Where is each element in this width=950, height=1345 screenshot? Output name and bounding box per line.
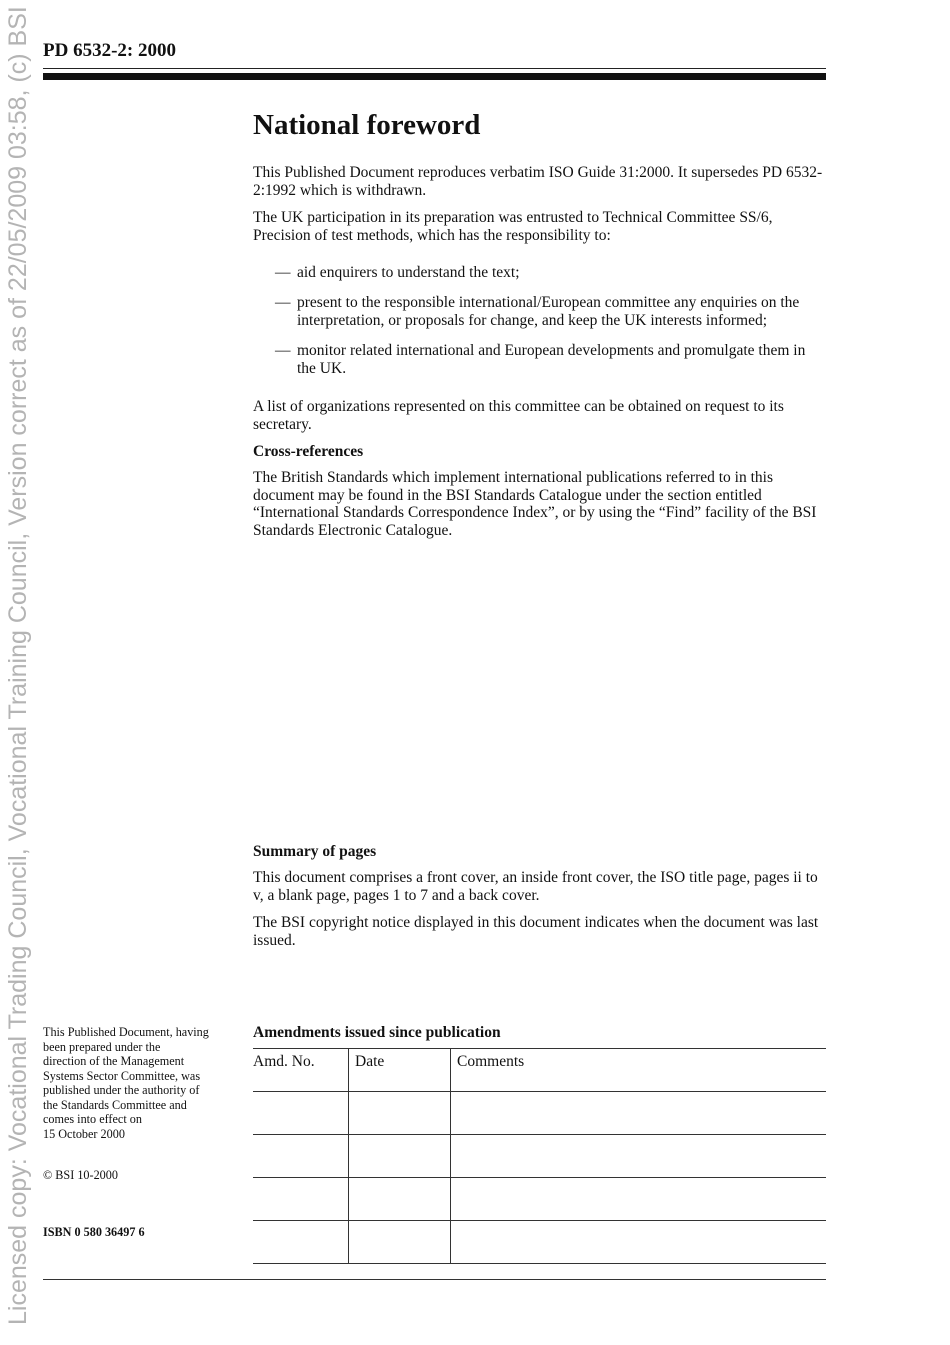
summary-paragraph: This document comprises a front cover, an inside front cover, the ISO title page, pages ii to v, a blank page, pages 1 to 7 and a back cover. — [253, 869, 818, 904]
table-row — [253, 1135, 826, 1178]
list-item — [253, 264, 828, 282]
page-title: National foreword — [253, 109, 481, 141]
header-rule-thin — [43, 68, 826, 69]
note-line: been prepared under the — [43, 1039, 161, 1054]
note-line: published under the authority of — [43, 1083, 200, 1097]
header-rule-thick — [43, 73, 826, 80]
dash-marker: — — [275, 264, 291, 281]
column-header-date: Date — [349, 1049, 451, 1092]
cross-references-paragraph: The British Standards which implement international publications referred to in this document may be found in the BSI Standards Catalogue under the section entitled “International Standards Correspondence Index”, or by using the “Find” facility of the BSI Standards Electronic Catalogue. — [253, 469, 817, 539]
table-cell — [451, 1135, 827, 1178]
table-cell — [349, 1092, 451, 1135]
table-cell — [349, 1135, 451, 1178]
isbn-text: ISBN 0 580 36497 6 — [43, 1225, 145, 1239]
list-item — [253, 294, 828, 330]
table-cell — [253, 1135, 349, 1178]
note-line: comes into effect on — [43, 1112, 142, 1126]
table-cell — [253, 1092, 349, 1135]
committee-paragraph: The UK participation in its preparation was entrusted to Technical Committee SS/6, Precision of test methods, which has the responsibility to: — [253, 209, 773, 244]
note-line: 15 October 2000 — [43, 1126, 125, 1141]
cross-references-heading: Cross-references — [253, 443, 364, 460]
table-row — [253, 1221, 826, 1264]
column-header-comments: Comments — [451, 1049, 827, 1092]
organizations-paragraph: A list of organizations represented on this committee can be obtained on request to its secretary. — [253, 398, 784, 433]
watermark-text: Licensed copy: Vocational Trading Council, Vocational Training Council, Version correct as of 22/05/2009 03:58, (c) BSI — [4, 6, 32, 1325]
dash-marker: — — [275, 294, 291, 311]
note-line: the Standards Committee and — [43, 1097, 187, 1112]
foreword-section — [253, 108, 828, 549]
table-cell — [451, 1221, 827, 1264]
table-cell — [451, 1178, 827, 1221]
dash-marker: — — [275, 342, 291, 359]
license-watermark — [0, 0, 60, 1345]
note-line: direction of the Management — [43, 1054, 185, 1068]
table-row — [253, 1092, 826, 1135]
copyright-notice-paragraph: The BSI copyright notice displayed in this document indicates when the document was last issued. — [253, 914, 819, 949]
note-line: This Published Document, having — [43, 1025, 209, 1039]
amendments-heading: Amendments issued since publication — [253, 1024, 501, 1041]
intro-paragraph: This Published Document reproduces verbatim ISO Guide 31:2000. It supersedes PD 6532-2:1992 which is withdrawn. — [253, 164, 823, 199]
list-item — [253, 342, 828, 378]
table-row — [253, 1178, 826, 1221]
list-item-text: monitor related international and European developments and promulgate them in the UK. — [297, 342, 806, 377]
summary-heading: Summary of pages — [253, 843, 377, 860]
publication-note — [43, 1025, 238, 1141]
column-header-amd-no: Amd. No. — [253, 1049, 349, 1092]
responsibility-list — [253, 264, 828, 378]
table-header-row — [253, 1049, 826, 1092]
table-cell — [253, 1221, 349, 1264]
list-item-text: aid enquirers to understand the text; — [297, 264, 520, 281]
list-item-text: present to the responsible international/European committee any enquiries on the interpretation, or proposals for change, and keep the UK interests informed; — [297, 294, 800, 329]
table-cell — [349, 1221, 451, 1264]
table-cell — [349, 1178, 451, 1221]
document-reference: PD 6532-2: 2000 — [43, 40, 176, 61]
table-cell — [451, 1092, 827, 1135]
amendments-table — [253, 1048, 826, 1264]
note-line: Systems Sector Committee, was — [43, 1068, 201, 1083]
footer-rule — [43, 1279, 826, 1280]
summary-section — [253, 843, 828, 959]
table-cell — [253, 1178, 349, 1221]
copyright-text: © BSI 10-2000 — [43, 1168, 118, 1182]
